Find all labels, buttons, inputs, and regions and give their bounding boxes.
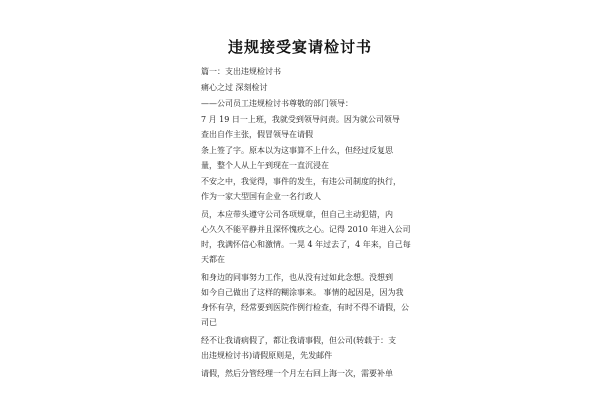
body-line: 条上签了字。原本以为这事算不上什么，但经过反复思 [201,146,393,155]
body-line: 司已 [201,318,217,327]
body-line: 查出自作主张，假冒领导在请假 [201,130,313,139]
body-line: 篇一：支出违规检讨书 [201,67,281,76]
body-line: 员，本应带头遵守公司各项规章，但自己主动犯错，内 [201,210,393,219]
body-line: 经不让我请病假了，都让我请事假，但公司(转载于：支 [201,336,397,345]
body-line: 如今自己做出了这样的糊涂事来。 事情的起因是，因为我 [201,288,404,297]
body-line: 痛心之过 深刻检讨 [201,83,268,92]
body-line: 时，我满怀信心和激情。一晃 4 年过去了，4 年来，自己每 [201,240,411,249]
body-line: 量，整个人从上午到现在一直沉浸在 [201,161,329,170]
body-line: ——公司员工违规检讨书尊敬的部门领导： [201,99,353,108]
document-title: 违规接受宴请检讨书 [227,38,372,56]
body-line: 作为一家大型国有企业一名行政人 [201,192,321,201]
body-line: 和身边的同事努力工作，也从没有过如此念想。没想到 [201,273,393,282]
body-line: 身怀有孕，经常要到医院作例行检查，有时不得不请假，公 [201,303,409,312]
body-line: 不安之中，我觉得，事件的发生，有违公司制度的执行， [201,177,401,186]
body-line: 7 月 19 日一上班，我就受到领导问责。因为就公司领导 [201,115,400,124]
body-line: 请假，然后分管经理一个月左右回上海一次，需要补单 [201,369,393,378]
body-line: 天都在 [201,255,225,264]
body-line: 心久久不能平静并且深怀愧疚之心。记得 2010 年进入公司 [201,225,411,234]
body-line: 出违规检讨书)请假原则是，先发邮件 [201,351,333,360]
